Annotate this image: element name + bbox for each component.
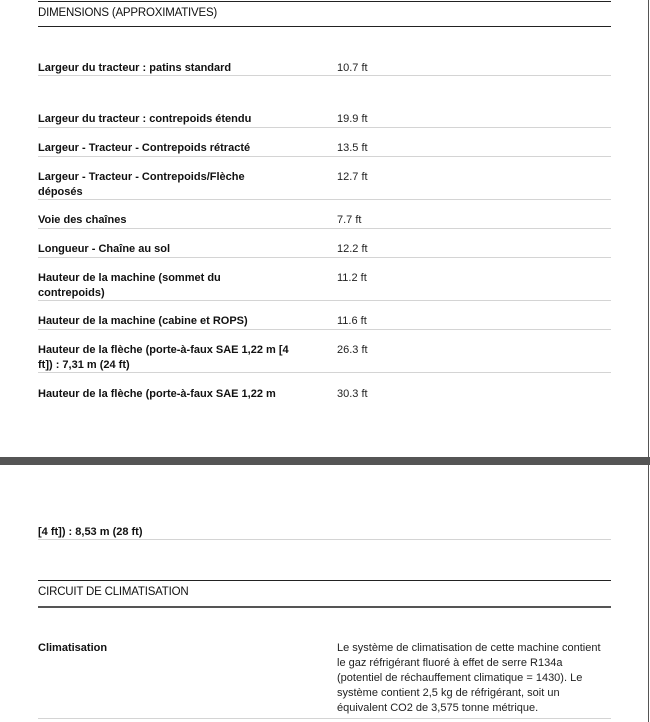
page-separator [0, 457, 650, 465]
section-header-rule [38, 606, 611, 608]
section-header-rule [38, 26, 611, 27]
spec-label: Hauteur de la machine (sommet du contrepoids) [38, 272, 221, 299]
document-page-2 [0, 465, 649, 722]
spec-label: Climatisation [38, 642, 108, 654]
row-divider [38, 156, 611, 157]
spec-value: 13.5 ft [337, 142, 368, 154]
spec-value: 10.7 ft [337, 62, 368, 74]
spec-label: Voie des chaînes [38, 214, 127, 226]
spec-value: 12.2 ft [337, 243, 368, 255]
spec-value: 11.6 ft [337, 315, 367, 327]
spec-label: Largeur - Tracteur - Contrepoids/Flèche déposés [38, 171, 245, 198]
row-divider [38, 300, 611, 301]
spec-label: Hauteur de la flèche (porte-à-faux SAE 1,22 m [38, 388, 276, 400]
spec-description: Le système de climatisation de cette machine contient le gaz réfrigérant fluoré à effet de serre R134a (potentiel de réchauffement climatique = 1430). Le système contient 2,5 kg de réfrigérant, soit un équivalent CO2 de 3,575 tonne métrique. [337, 642, 601, 714]
section-top-rule [38, 580, 611, 581]
spec-value: 11.2 ft [337, 272, 367, 284]
spec-value: 26.3 ft [337, 344, 368, 356]
row-divider [38, 539, 611, 540]
row-divider [38, 372, 611, 373]
spec-label: Largeur du tracteur : patins standard [38, 62, 232, 74]
row-divider [38, 257, 611, 258]
row-divider [38, 127, 611, 128]
spec-label: Hauteur de la flèche (porte-à-faux SAE 1,22 m [4 ft]) : 7,31 m (24 ft) [38, 344, 289, 371]
row-divider [38, 75, 611, 76]
spec-value: 19.9 ft [337, 113, 368, 125]
spec-label: Largeur du tracteur : contrepoids étendu [38, 113, 252, 125]
row-divider [38, 228, 611, 229]
spec-value: 30.3 ft [337, 388, 368, 400]
section-top-rule [38, 1, 611, 2]
section-title-air-conditioning: CIRCUIT DE CLIMATISATION [38, 586, 189, 598]
spec-label: Hauteur de la machine (cabine et ROPS) [38, 315, 248, 327]
spec-label: Largeur - Tracteur - Contrepoids rétracté [38, 142, 251, 154]
spec-row-clipped [0, 380, 648, 400]
spec-label: Longueur - Chaîne au sol [38, 243, 171, 255]
section-title-dimensions: DIMENSIONS (APPROXIMATIVES) [38, 7, 218, 19]
row-divider [38, 329, 611, 330]
spec-value: 12.7 ft [337, 171, 368, 183]
row-divider [38, 718, 611, 719]
spec-value: 7.7 ft [337, 214, 362, 226]
row-divider [38, 199, 611, 200]
spec-label-continued: [4 ft]) : 8,53 m (28 ft) [38, 526, 143, 538]
